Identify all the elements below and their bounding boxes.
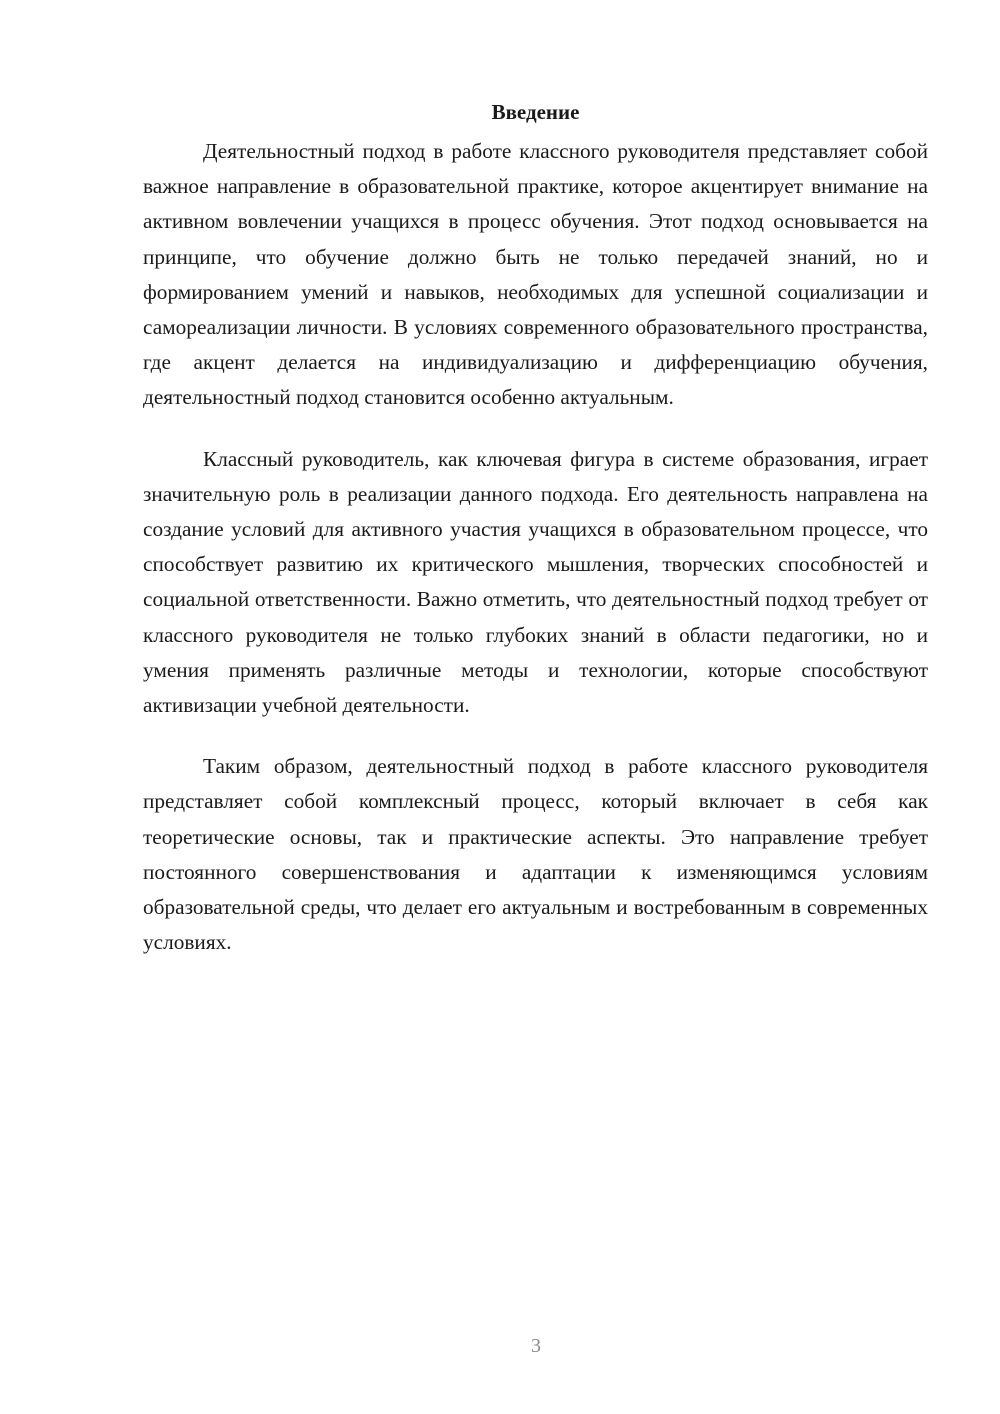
page-number: 3	[531, 1335, 541, 1357]
paragraph-3: Таким образом, деятельностный подход в работе классного руководителя представляет собой комплексный процесс, который включает в себя как теоретические основы, так и практические аспекты. Это направление требует постоянного совершенствования и адаптации к изменяющимся условиям образовательной среды, что делает его актуальным и востребованным в современных условиях.	[143, 754, 928, 955]
paragraph-1: Деятельностный подход в работе классного руководителя представляет собой важное направление в образовательной практике, которое акцентирует внимание на активном вовлечении учащихся в процесс обучения. Этот подход основывается на принципе, что обучение должно быть не только передачей знаний, но и формированием умений и навыков, необходимых для успешной социализации и самореализации личности. В условиях современного образовательного пространства, где акцент делается на индивидуализацию и дифференциацию обучения, деятельностный подход становится особенно актуальным.	[143, 139, 928, 410]
page-content	[143, 96, 928, 986]
section-heading: Введение	[491, 100, 580, 124]
paragraph-2: Классный руководитель, как ключевая фигура в системе образования, играет значительную роль в реализации данного подхода. Его деятельность направлена на создание условий для активного участия учащихся в образовательном процессе, что способствует развитию их критического мышления, творческих способностей и социальной ответственности. Важно отметить, что деятельностный подход требует от классного руководителя не только глубоких знаний в области педагогики, но и умения применять различные методы и технологии, которые способствуют активизации учебной деятельности.	[143, 446, 928, 718]
